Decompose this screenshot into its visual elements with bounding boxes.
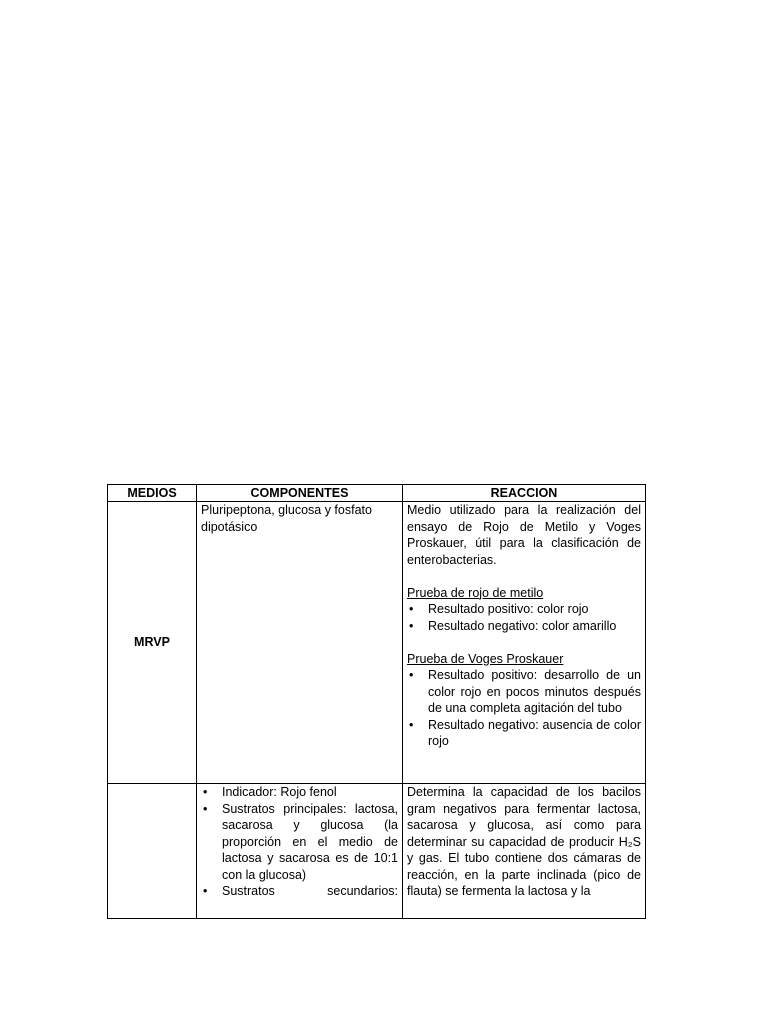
header-row (108, 485, 646, 502)
componentes-cell (197, 784, 403, 919)
list-item: • Sustratos secundarios: (201, 883, 398, 900)
medio-cell (108, 784, 197, 919)
medio-cell: MRVP (108, 502, 197, 784)
reaccion-cell (403, 502, 646, 784)
list-item: • Resultado negativo: ausencia de color rojo (407, 717, 641, 750)
test1-list (407, 601, 641, 634)
test2-title: Prueba de Voges Proskauer (407, 651, 564, 666)
table-row (108, 784, 646, 919)
table-row (108, 502, 646, 784)
test1-title: Prueba de rojo de metilo (407, 585, 544, 600)
componentes-text: Pluripeptona, glucosa y fosfato dipotásico (201, 503, 372, 534)
componentes-list (201, 784, 398, 900)
reaccion-intro: Medio utilizado para la realización del ensayo de Rojo de Metilo y Voges Proskauer, útil para la clasificación de enterobacterias. (407, 503, 641, 567)
reaccion-cell (403, 784, 646, 919)
componentes-cell (197, 502, 403, 784)
header-componentes: COMPONENTES (197, 485, 403, 502)
reaccion-text: Determina la capacidad de los bacilos gram negativos para fermentar lactosa, sacarosa y glucosa, así como para determinar su capacidad de producir H₂S y gas. El tubo contiene dos cámaras de reacción, en la parte inclinada (pico de flauta) se fermenta la lactosa y la (407, 785, 641, 898)
test2-list (407, 667, 641, 750)
list-item: • Resultado negativo: color amarillo (407, 618, 641, 635)
header-reaccion: REACCION (403, 485, 646, 502)
list-item: • Resultado positivo: desarrollo de un color rojo en pocos minutos después de una completa agitación del tubo (407, 667, 641, 717)
list-item: • Indicador: Rojo fenol (201, 784, 398, 801)
media-table (107, 484, 646, 919)
header-medios: MEDIOS (108, 485, 197, 502)
list-item: • Resultado positivo: color rojo (407, 601, 641, 618)
list-item: • Sustratos principales: lactosa, sacarosa y glucosa (la proporción en el medio de lactosa y sacarosa es de 10:1 con la glucosa) (201, 801, 398, 884)
